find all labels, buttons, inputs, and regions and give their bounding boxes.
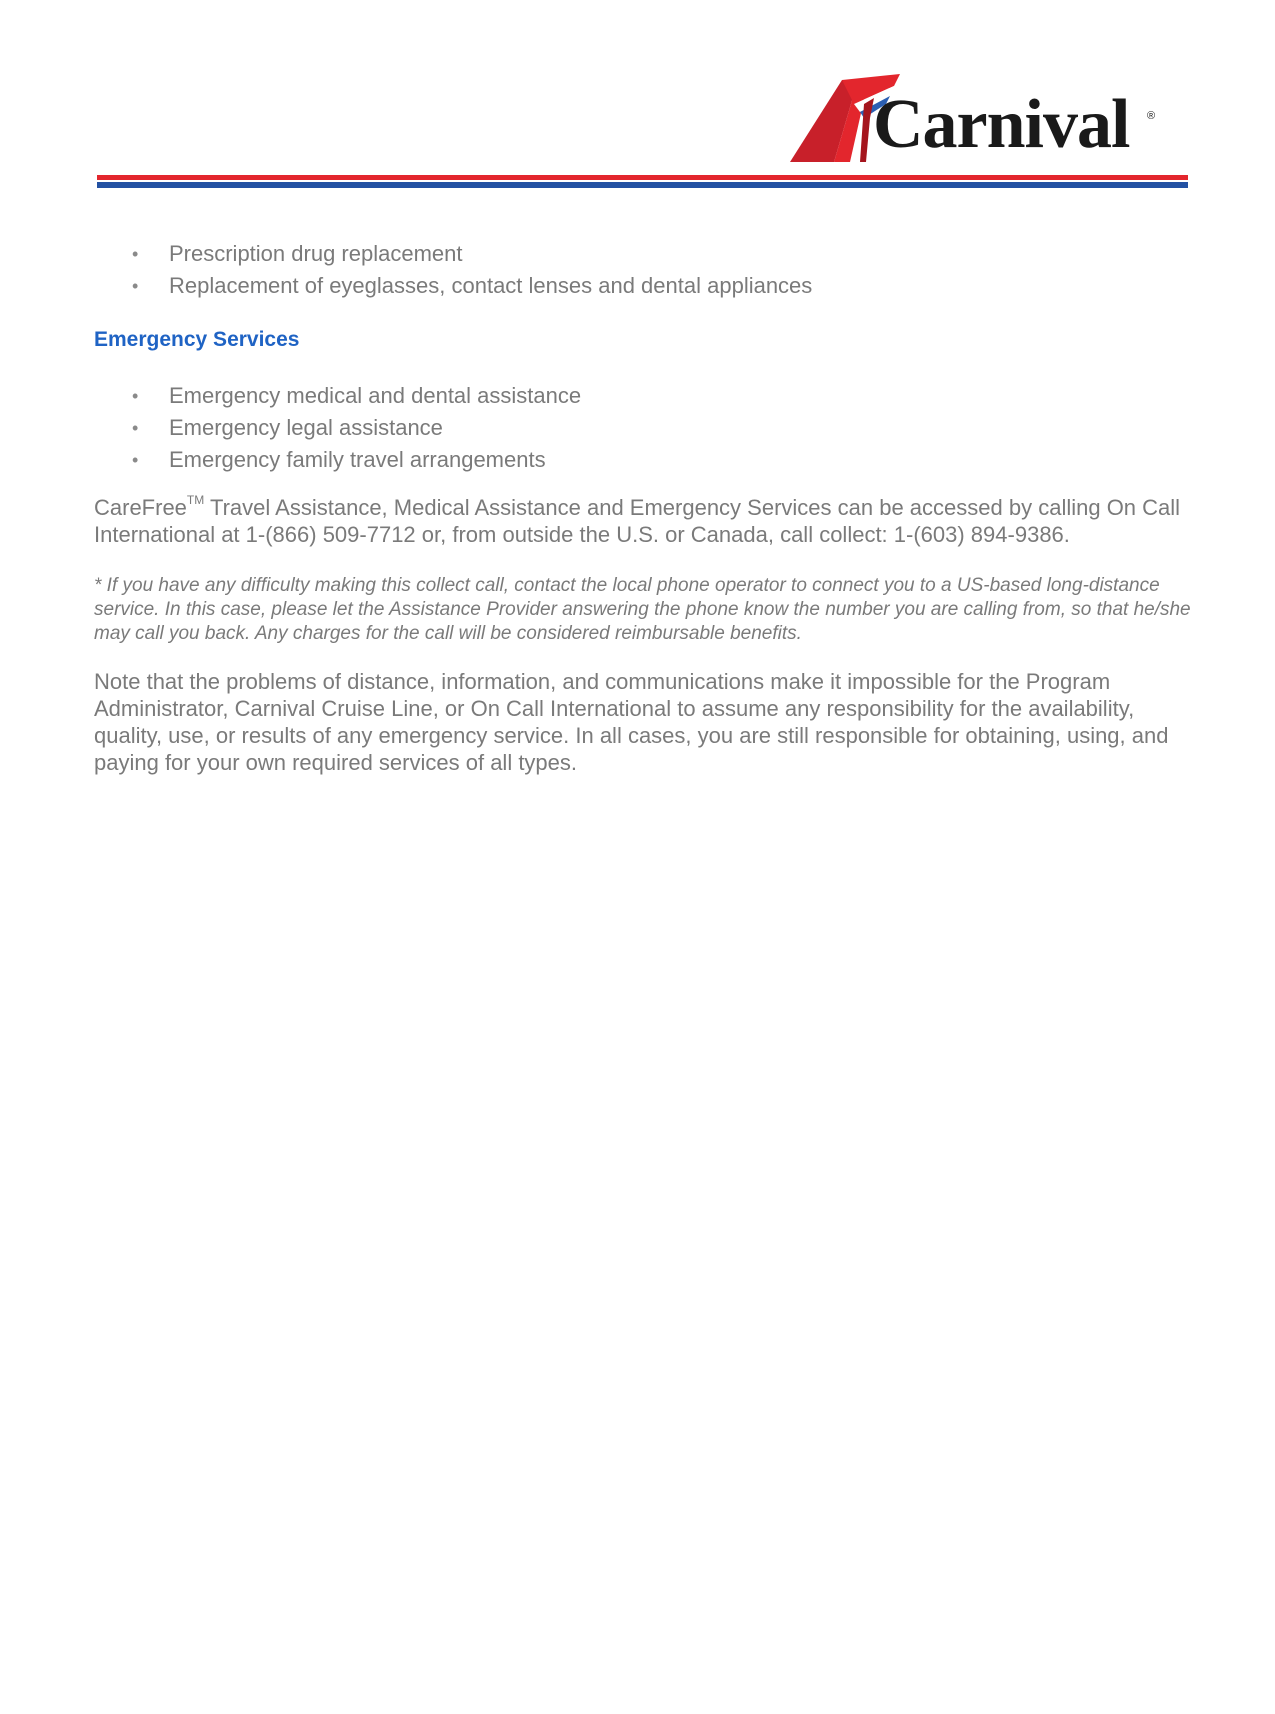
logo-wordmark: Carnival [873, 86, 1130, 163]
registered-mark: ® [1147, 110, 1156, 122]
bullet-icon: • [132, 418, 139, 438]
benefits-list [94, 238, 1194, 302]
header-rule-blue [97, 182, 1188, 188]
bullet-icon: • [132, 450, 139, 470]
disclaimer-paragraph: Note that the problems of distance, information, and communications make it impossible for the Program Administrator, Carnival Cruise Line, or On Call International to assume any responsibility for the availability, quality, use, or results of any emergency service. In all cases, you are still responsible for obtaining, using, and paying for your own required services of all types. [94, 669, 1169, 775]
emergency-services-list [94, 380, 1194, 476]
list-item: • Emergency family travel arrangements [94, 444, 1194, 476]
list-item: • Emergency medical and dental assistance [94, 380, 1194, 412]
document-body [94, 238, 1194, 776]
carnival-logo [790, 74, 1170, 170]
header-rule-red [97, 175, 1188, 180]
access-paragraph: CareFree™ Travel Assistance, Medical Assistance and Emergency Services can be accessed by calling On Call International at 1-(866) 509-7712 or, from outside the U.S. or Canada, call collect: 1-(603) 894-9386. [94, 493, 1181, 547]
bullet-icon: • [132, 276, 139, 296]
section-heading: Emergency Services [94, 328, 300, 351]
trademark-mark: TM [186, 493, 205, 507]
collect-call-note: * If you have any difficulty making this collect call, contact the local phone operator to connect you to a US-based long-distance service. In this case, please let the Assistance Provider answering the phone know the number you are calling from, so that he/she may call you back. Any charges for the call will be considered reimbursable benefits. [94, 575, 1191, 644]
bullet-icon: • [132, 386, 139, 406]
list-item: • Emergency legal assistance [94, 412, 1194, 444]
list-item: • Replacement of eyeglasses, contact lenses and dental appliances [94, 270, 1194, 302]
list-item: • Prescription drug replacement [94, 238, 1194, 270]
bullet-icon: • [132, 244, 139, 264]
